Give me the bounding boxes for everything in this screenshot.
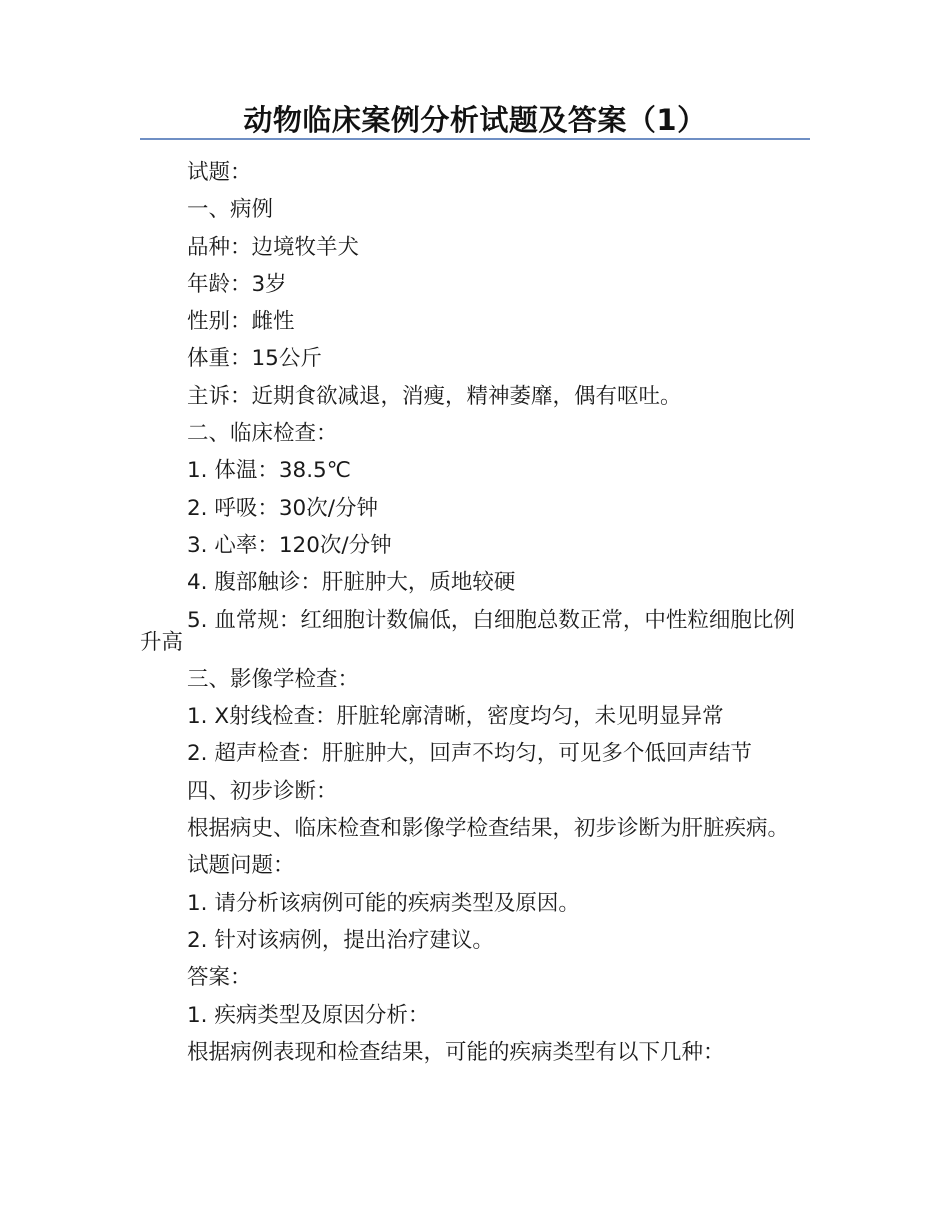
answer-intro-text: 根据病例表现和检查结果，可能的疾病类型有以下几种： [187,1039,725,1065]
exam-blood-routine: 5. 血常规：红细胞计数偏低，白细胞总数正常，中性粒细胞比例升高 [140,607,795,655]
question-item-2: 2. 针对该病例，提出治疗建议。 [187,927,494,953]
section-label-questions: 试题： [187,160,252,185]
section-heading-clinical-exam: 二、临床检查： [187,421,338,447]
case-weight: 体重：15公斤 [187,346,322,372]
case-complaint: 主诉：近期食欲减退，消瘦，精神萎靡，偶有呕吐。 [187,383,682,409]
exam-temperature: 1. 体温：38.5℃ [187,458,351,484]
exam-palpation: 4. 腹部触诊：肝脏肿大，质地较硬 [187,570,516,596]
document-title: 动物临床案例分析试题及答案（1） [243,103,707,137]
imaging-xray: 1. X射线检查：肝脏轮廓清晰，密度均匀，未见明显异常 [187,704,724,730]
imaging-ultrasound: 2. 超声检查：肝脏肿大，回声不均匀，可见多个低回声结节 [187,741,752,767]
question-item-1: 1. 请分析该病例可能的疾病类型及原因。 [187,890,580,916]
section-label-answers: 答案： [187,965,252,991]
case-breed: 品种：边境牧羊犬 [187,234,360,260]
section-heading-case: 一、病例 [187,197,274,223]
section-heading-imaging: 三、影像学检查： [187,666,360,692]
exam-respiration: 2. 呼吸：30次/分钟 [187,495,378,521]
section-heading-preliminary-diagnosis: 四、初步诊断： [187,778,338,804]
answer-heading-1: 1. 疾病类型及原因分析： [187,1002,430,1028]
preliminary-diagnosis-text: 根据病史、临床检查和影像学检查结果，初步诊断为肝脏疾病。 [187,816,790,842]
exam-heart-rate: 3. 心率：120次/分钟 [187,532,392,558]
case-age: 年龄：3岁 [187,271,287,297]
title-underline [140,138,810,140]
document-body [140,154,810,1071]
section-label-question-items: 试题问题： [187,853,295,879]
case-sex: 性别：雌性 [187,309,295,335]
